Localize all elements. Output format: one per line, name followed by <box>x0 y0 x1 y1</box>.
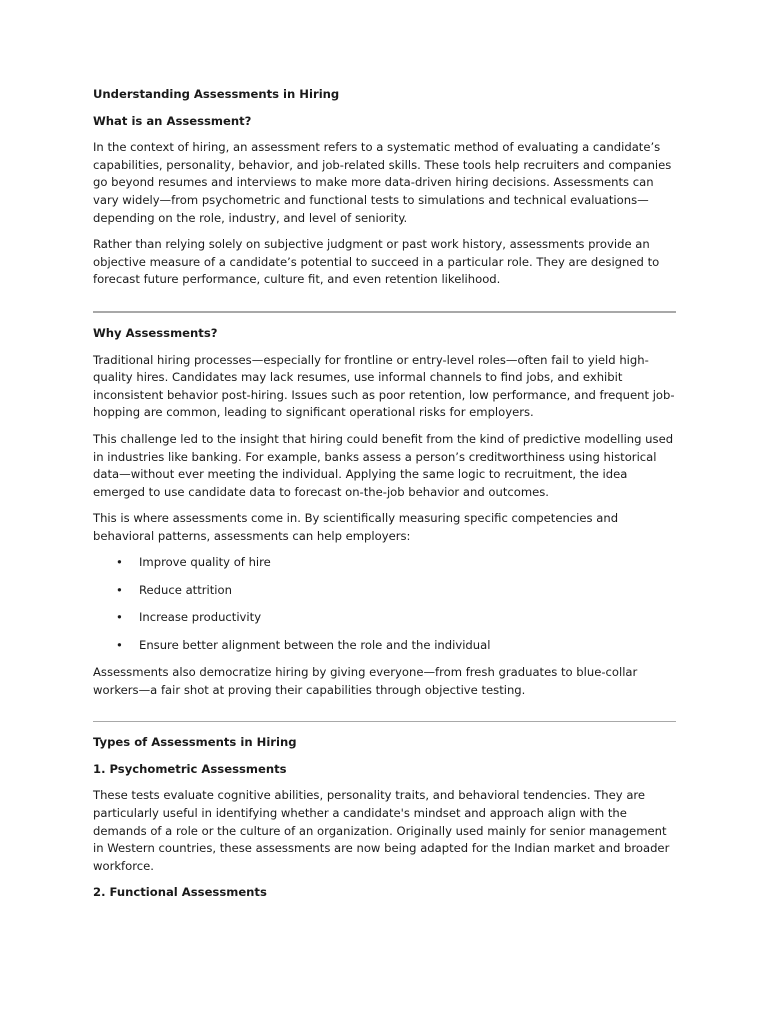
paragraph-why-2: This challenge led to the insight that hiring could benefit from the kind of predictive modelling used in industries like banking. For example, banks assess a person’s creditworthiness using historical data—without ever meeting the individual. Applying the same logic to recruitment, the idea emerged to use candidate data to forecast on-the-job behavior and outcomes. <box>93 431 674 499</box>
paragraph-why-3: This is where assessments come in. By scientifically measuring specific competencies and behavioral patterns, assessments can help employers: <box>93 511 619 543</box>
bullet-icon: • <box>116 610 123 625</box>
section-divider <box>93 311 676 313</box>
document-page <box>93 86 676 902</box>
heading-why-assessments: Why Assessments? <box>93 325 218 340</box>
bullet-icon: • <box>116 582 123 597</box>
bullet-icon: • <box>116 637 123 652</box>
list-item <box>93 609 676 627</box>
list-item-text: Increase productivity <box>139 610 262 625</box>
paragraph-why-4: Assessments also democratize hiring by giving everyone—from fresh graduates to blue-collar workers—a fair shot at proving their capabilities through objective testing. <box>93 665 638 697</box>
list-item <box>93 554 676 572</box>
paragraph-what-1: In the context of hiring, an assessment refers to a systematic method of evaluating a candidate’s capabilities, personality, behavior, and job-related skills. These tools help recruiters and companies go beyond resumes and interviews to make more data-driven hiring decisions. Assessments can vary widely—from psychometric and functional tests to simulations and technical evaluations—depending on the role, industry, and level of seniority. <box>93 140 672 225</box>
section-divider <box>93 721 676 722</box>
paragraph-what-2: Rather than relying solely on subjective judgment or past work history, assessments provide an objective measure of a candidate’s potential to succeed in a particular role. They are designed to forecast future performance, culture fit, and even retention likelihood. <box>93 237 660 287</box>
list-item <box>93 637 676 655</box>
heading-functional-assessments: 2. Functional Assessments <box>93 885 267 900</box>
document-title: Understanding Assessments in Hiring <box>93 87 340 101</box>
paragraph-psychometric: These tests evaluate cognitive abilities, personality traits, and behavioral tendencies. They are particularly useful in identifying whether a candidate's mindset and approach align with the demands of a role or the culture of an organization. Originally used mainly for senior management in Western countries, these assessments are now being adapted for the Indian market and broader workforce. <box>93 788 670 873</box>
list-item <box>93 582 676 600</box>
list-item-text: Improve quality of hire <box>139 555 271 570</box>
list-item-text: Ensure better alignment between the role and the individual <box>139 637 491 652</box>
paragraph-why-1: Traditional hiring processes—especially for frontline or entry-level roles—often fail to yield high-quality hires. Candidates may lack resumes, use informal channels to find jobs, and exhibit inconsistent behavior post-hiring. Issues such as poor retention, low performance, and frequent job-hopping are common, leading to significant operational risks for employers. <box>93 352 675 420</box>
heading-what-is-assessment: What is an Assessment? <box>93 113 252 128</box>
heading-psychometric-assessments: 1. Psychometric Assessments <box>93 761 287 776</box>
heading-types-of-assessments: Types of Assessments in Hiring <box>93 735 297 750</box>
bullet-icon: • <box>116 555 123 570</box>
list-item-text: Reduce attrition <box>139 582 232 597</box>
benefits-list <box>93 554 676 654</box>
